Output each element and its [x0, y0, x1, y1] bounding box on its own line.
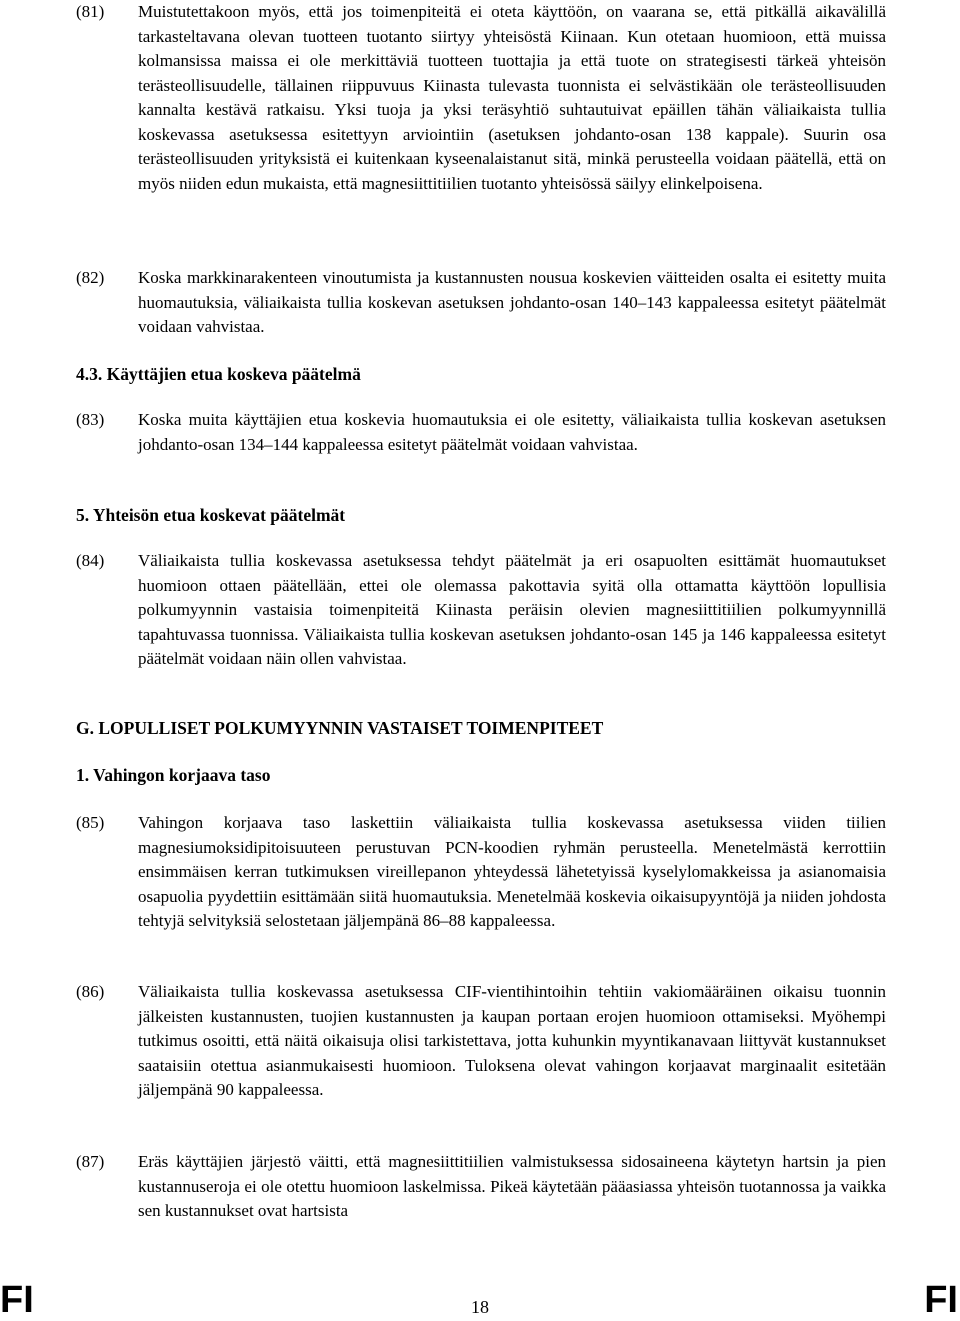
language-code-right: FI [924, 1279, 958, 1321]
paragraph-text: Muistutettakoon myös, että jos toimenpiteitä ei oteta käyttöön, on vaarana se, että pitkällä aikavälillä tarkasteltavana olevan tuotteen tuotanto siirtyy yhteisöstä Kiinaan. Kun otetaan huomioon, että muissa kolmansissa maissa ei ole merkittäviä tuotteen tuottajia ja että tuote on strategisesti tärkeä yhteisön terästeollisuudelle, tällainen riippuvuus Kiinasta tulevasta tuonnista ei selvästikään ole terästeollisuuden kannalta kestävä ratkaisu. Yksi tuoja ja yksi teräsyhtiö suhtautuivat epäillen tähän väliaikaista tullia koskevassa asetuksessa esitettyyn arviointiin (asetuksen johdanto-osan 138 kappale). Suurin osa terästeollisuuden yrityksistä ei kuitenkaan kyseenalaistanut sitä, minkä perusteella voidaan päätellä, että on myös niiden edun mukaista, että magnesiittitiilien tuotanto yhteisössä säilyy elinkelpoisena. [138, 2, 886, 193]
paragraph-number: (87) [76, 1152, 105, 1171]
paragraph-number: (83) [76, 410, 105, 429]
paragraph-text: Väliaikaista tullia koskevassa asetuksessa tehdyt päätelmät ja eri osapuolten esittämät huomautukset huomioon ottaen päätellään, ettei ole olemassa pakottavia syitä olla ottamatta käyttöön lopullisia polkumyynnin vastaisia toimenpiteitä Kiinasta peräisin olevien magnesiittitiilien polkumyynnillä tapahtuvassa tuonnissa. Väliaikaista tullia koskevan asetuksen johdanto-osan 145 ja 146 kappaleessa esitetyt päätelmät voidaan näin ollen vahvistaa. [138, 551, 886, 668]
paragraph-number: (85) [76, 813, 105, 832]
page-number: 18 [471, 1297, 489, 1317]
paragraph-number: (82) [76, 268, 105, 287]
section-heading-g: G. LOPULLISET POLKUMYYNNIN VASTAISET TOIMENPITEET [76, 718, 604, 738]
paragraph-text: Eräs käyttäjien järjestö väitti, että magnesiittitiilien valmistuksessa sidosaineena käytetyn hartsin ja pien kustannuseroja ei ole otettu huomioon laskelmissa. Pikeä käytetään pääasiassa yhteisön tuotannossa ja vaikka sen kustannukset ovat hartsista [138, 1152, 886, 1220]
paragraph-text: Koska muita käyttäjien etua koskevia huomautuksia ei ole esitetty, väliaikaista tullia koskevan asetuksen johdanto-osan 134–144 kappaleessa esitetyt päätelmät voidaan vahvistaa. [138, 410, 886, 454]
paragraph-number: (81) [76, 2, 105, 21]
paragraph-number: (86) [76, 982, 105, 1001]
paragraph-text: Vahingon korjaava taso laskettiin väliaikaista tullia koskevassa asetuksessa viiden tiilien magnesiumoksidipitoisuuteen perustuvan PCN-koodien ryhmän perusteella. Menetelmästä kerrottiin ensimmäisen kerran tutkimuksen vireillepanon yhteydessä lähetetyissä kyselylomakkeissa ja asianomaisia osapuolia pyydettiin esittämään siitä huomautuksia. Menetelmää koskevia oikaisupyyntöjä ja niiden johdosta tehtyjä selvityksiä selostetaan jäljempänä 86–88 kappaleessa. [138, 813, 886, 930]
section-heading-4-3: 4.3. Käyttäjien etua koskeva päätelmä [76, 364, 361, 384]
section-heading-1: 1. Vahingon korjaava taso [76, 765, 271, 785]
paragraph-text: Väliaikaista tullia koskevassa asetuksessa CIF-vientihintoihin tehtiin vakiomääräinen oikaisu tuonnin jälkeisten kustannusten, tuojien kustannusten ja kaupan portaan erojen huomioon ottamiseksi. Myöhempi tutkimus osoitti, että näitä oikaisuja olisi tarkistettava, jotta kuhunkin myyntikanavaan liittyvät kustannukset saataisiin otettua asianmukaisesti huomioon. Tuloksena olevat vahingon korjaavat marginaalit esitetään jäljempänä 90 kappaleessa. [138, 982, 886, 1099]
paragraph-text: Koska markkinarakenteen vinoutumista ja kustannusten nousua koskevien väitteiden osalta ei esitetty muita huomautuksia, väliaikaista tullia koskevan asetuksen johdanto-osan 140–143 kappaleessa esitetyt päätelmät voidaan vahvistaa. [138, 268, 886, 336]
paragraph-number: (84) [76, 551, 105, 570]
section-heading-5: 5. Yhteisön etua koskevat päätelmät [76, 505, 346, 525]
language-code-left: FI [0, 1279, 34, 1321]
